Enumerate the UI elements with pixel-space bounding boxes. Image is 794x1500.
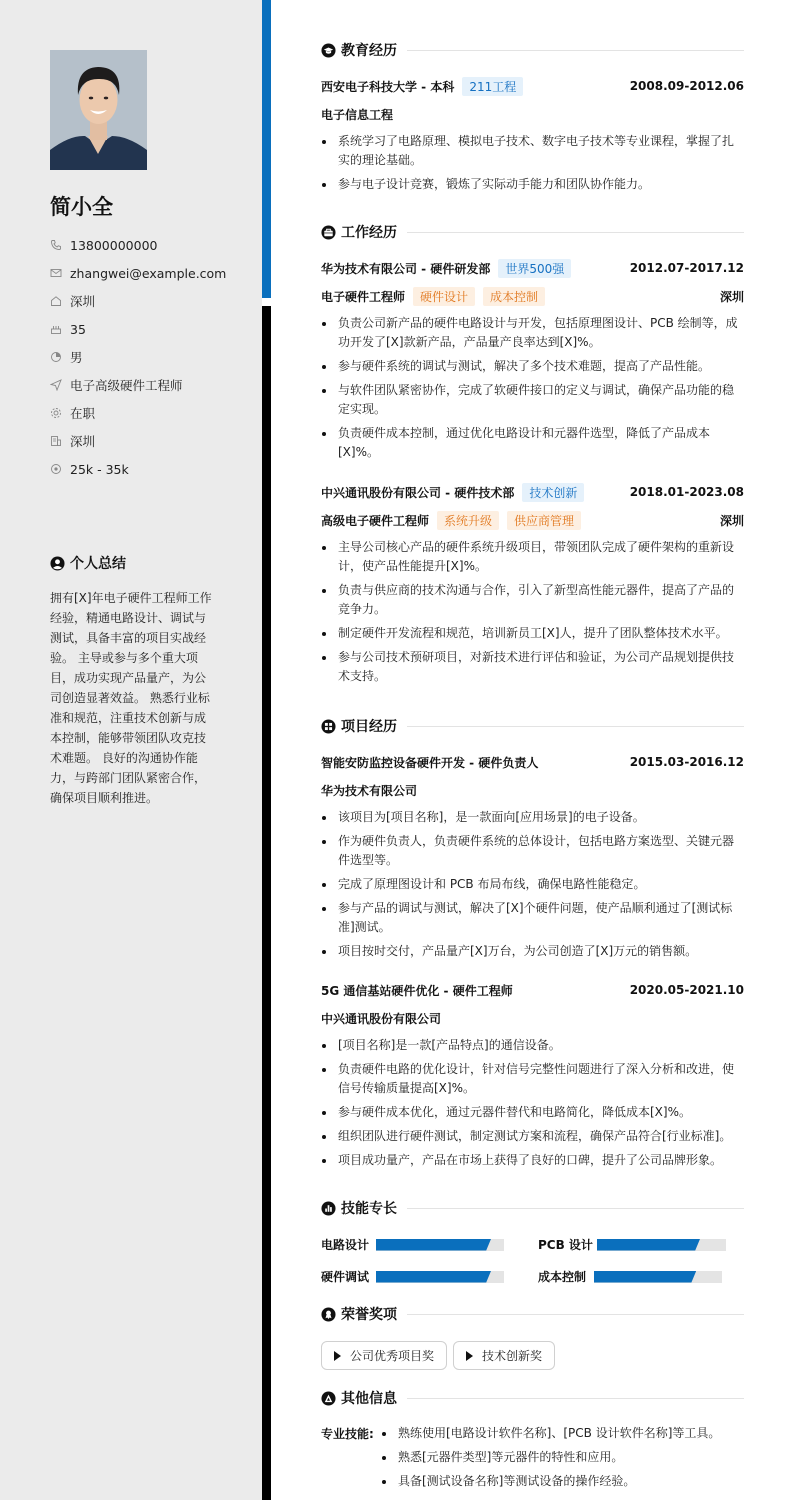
gender-icon [50,351,62,363]
skill-bar [597,1239,726,1251]
summary-heading [50,553,126,573]
job-date: 2018.01-2023.08 [629,485,744,499]
list-item: 参与硬件成本优化，通过元器件替代和电路简化，降低成本[X]%。 [321,1103,744,1122]
skill-bar-fill [376,1271,491,1283]
job-skill-tag: 系统升级 [437,511,499,530]
info-city-text: 深圳 [70,434,96,449]
summary-title: 个人总结 [70,556,126,572]
honors-section [321,1304,744,1324]
info-home-text: 深圳 [70,294,96,309]
dark-divider [262,306,271,1500]
play-icon [466,1351,473,1361]
job-tag: 世界500强 [498,259,571,278]
skill-item [321,1236,504,1253]
project-name: 5G 通信基站硬件优化 - 硬件工程师 [321,983,513,998]
info-status [50,399,250,427]
info-position-text: 电子高级硬件工程师 [70,378,183,393]
info-icon [321,1391,336,1406]
list-item: 负责硬件电路的优化设计，针对信号完整性问题进行了深入分析和改进，使信号传输质量提高[X]%。 [321,1060,744,1098]
list-item: 该项目为[项目名称]，是一款面向[应用场景]的电子设备。 [321,808,744,827]
info-city [50,427,250,455]
info-salary-text: 25k - 35k [70,461,129,477]
skill-bar [376,1239,504,1251]
list-item: 与软件团队紧密协作，完成了软硬件接口的定义与调试，确保产品功能的稳定实现。 [321,381,744,419]
award-label: 技术创新奖 [482,1349,543,1363]
education-tag: 211工程 [462,77,523,96]
project-company-row [321,781,744,799]
skill-bar-fill [376,1239,491,1251]
info-age-text: 35 [70,321,86,337]
award-badge [321,1341,447,1370]
skill-name: 成本控制 [538,1270,587,1284]
profile-name: 简小全 [50,195,113,219]
skill-item [538,1236,726,1253]
contact-info-list [50,231,250,483]
other-bullets [381,1424,744,1496]
skill-item [321,1268,504,1285]
info-home [50,287,250,315]
project-date: 2015.03-2016.12 [629,755,744,769]
project-company: 中兴通讯股份有限公司 [321,1011,442,1026]
mail-icon [50,267,62,279]
list-item: 参与硬件系统的调试与测试，解决了多个技术难题，提高了产品性能。 [321,357,744,376]
education-major: 电子信息工程 [321,107,394,122]
job-role-row [321,287,744,305]
list-item: 制定硬件开发流程和规范，培训新员工[X]人，提升了团队整体技术水平。 [321,624,744,643]
list-item: 主导公司核心产品的硬件系统升级项目，带领团队完成了硬件架构的重新设计，使产品性能提升[X]%。 [321,538,744,576]
project-header [321,981,744,999]
job-skill-tag: 成本控制 [483,287,545,306]
sidebar [0,0,262,1500]
education-major-row [321,105,744,123]
salary-icon [50,463,62,475]
list-item: 系统学习了电路原理、模拟电子技术、数字电子技术等专业课程，掌握了扎实的理论基础。 [321,132,744,170]
info-salary [50,455,250,483]
education-title: 教育经历 [341,43,397,59]
info-email-text: zhangwei@example.com [70,265,227,281]
list-item: 组织团队进行硬件测试，制定测试方案和流程，确保产品符合[行业标准]。 [321,1127,744,1146]
list-item: 参与产品的调试与测试，解决了[X]个硬件问题，使产品顺利通过了[测试标准]测试。 [321,899,744,937]
job-city: 深圳 [719,513,744,528]
education-bullets [321,132,744,199]
info-phone-text: 13800000000 [70,237,158,253]
profile-photo [50,50,147,170]
info-position [50,371,250,399]
graduation-cap-icon [321,43,336,58]
other-title: 其他信息 [341,1391,397,1407]
user-circle-icon [50,556,65,571]
skill-bar [376,1271,504,1283]
project-bullets [321,1036,744,1175]
list-item: 项目按时交付，产品量产[X]万台，为公司创造了[X]万元的销售额。 [321,942,744,961]
list-item: 负责公司新产品的硬件电路设计与开发，包括原理图设计、PCB 绘制等，成功开发了[X]款新产品，产品量产良率达到[X]%。 [321,314,744,352]
job-role-row [321,511,744,529]
education-section [321,40,744,60]
send-icon [50,379,62,391]
skills-title: 技能专长 [341,1201,397,1217]
project-bullets [321,808,744,966]
project-header [321,753,744,771]
info-age [50,315,250,343]
skill-item [538,1268,722,1285]
other-label: 专业技能: [321,1427,374,1441]
award-label: 公司优秀项目奖 [350,1349,435,1363]
award-icon [321,1307,336,1322]
projects-title: 项目经历 [341,719,397,735]
project-name: 智能安防监控设备硬件开发 - 硬件负责人 [321,755,539,770]
skill-name: 电路设计 [321,1238,370,1252]
list-item: [项目名称]是一款[产品特点]的通信设备。 [321,1036,744,1055]
list-item: 熟悉[元器件类型]等元器件的特性和应用。 [381,1448,744,1467]
project-company-row [321,1009,744,1027]
summary-text: 拥有[X]年电子硬件工程师工作经验，精通电路设计、调试与测试，具备丰富的项目实战经验。 主导或参与多个重大项目，成功实现产品量产，为公司创造显著效益。 熟悉行业标准和规范，注重技术创新与成本控制，能够带领团队攻克技术难题。 良好的沟通协作能力，与跨部门团队紧密合作，确保项目顺利推进。 [50,591,212,805]
grid-icon [321,719,336,734]
list-item: 负责硬件成本控制，通过优化电路设计和元器件选型，降低了产品成本[X]%。 [321,424,744,462]
projects-section [321,716,744,736]
job-company: 华为技术有限公司 - 硬件研发部 [321,261,491,276]
work-section [321,222,744,242]
list-item: 参与电子设计竞赛，锻炼了实际动手能力和团队协作能力。 [321,175,744,194]
work-title: 工作经历 [341,225,397,241]
skill-bar-fill [597,1239,700,1251]
briefcase-icon [321,225,336,240]
skill-bar-fill [594,1271,696,1283]
age-icon [50,323,62,335]
info-gender-text: 男 [70,350,83,365]
job-header [321,259,744,277]
education-header [321,77,744,95]
info-status-text: 在职 [70,406,96,421]
job-header [321,483,744,501]
honors-title: 荣誉奖项 [341,1307,397,1323]
bar-chart-icon [321,1201,336,1216]
list-item: 完成了原理图设计和 PCB 布局布线，确保电路性能稳定。 [321,875,744,894]
project-company: 华为技术有限公司 [321,783,418,798]
job-bullets [321,314,744,467]
education-date: 2008.09-2012.06 [629,79,744,93]
job-bullets [321,538,744,691]
list-item: 具备[测试设备名称]等测试设备的操作经验。 [381,1472,744,1491]
job-tag: 技术创新 [522,483,584,502]
award-badge [453,1341,555,1370]
info-phone [50,231,250,259]
phone-icon [50,239,62,251]
job-company: 中兴通讯股份有限公司 - 硬件技术部 [321,485,515,500]
list-item: 项目成功量产，产品在市场上获得了良好的口碑，提升了公司品牌形象。 [321,1151,744,1170]
job-city: 深圳 [719,289,744,304]
list-item: 负责与供应商的技术沟通与合作，引入了新型高性能元器件，提高了产品的竞争力。 [321,581,744,619]
list-item: 作为硬件负责人，负责硬件系统的总体设计，包括电路方案选型、关键元器件选型等。 [321,832,744,870]
job-role: 电子硬件工程师 [321,289,406,304]
status-icon [50,407,62,419]
list-item: 参与公司技术预研项目，对新技术进行评估和验证，为公司产品规划提供技术支持。 [321,648,744,686]
home-icon [50,295,62,307]
building-icon [50,435,62,447]
skills-section [321,1198,744,1218]
skill-name: PCB 设计 [538,1238,593,1252]
job-skill-tag: 供应商管理 [507,511,581,530]
project-date: 2020.05-2021.10 [629,983,744,997]
job-skill-tag: 硬件设计 [413,287,475,306]
info-email [50,259,250,287]
skill-bar [594,1271,722,1283]
list-item: 熟练使用[电路设计软件名称]、[PCB 设计软件名称]等工具。 [381,1424,744,1443]
accent-divider [262,0,271,298]
play-icon [334,1351,341,1361]
job-date: 2012.07-2017.12 [629,261,744,275]
skill-name: 硬件调试 [321,1270,370,1284]
info-gender [50,343,250,371]
other-section [321,1388,744,1408]
education-school: 西安电子科技大学 - 本科 [321,79,455,94]
job-role: 高级电子硬件工程师 [321,513,430,528]
